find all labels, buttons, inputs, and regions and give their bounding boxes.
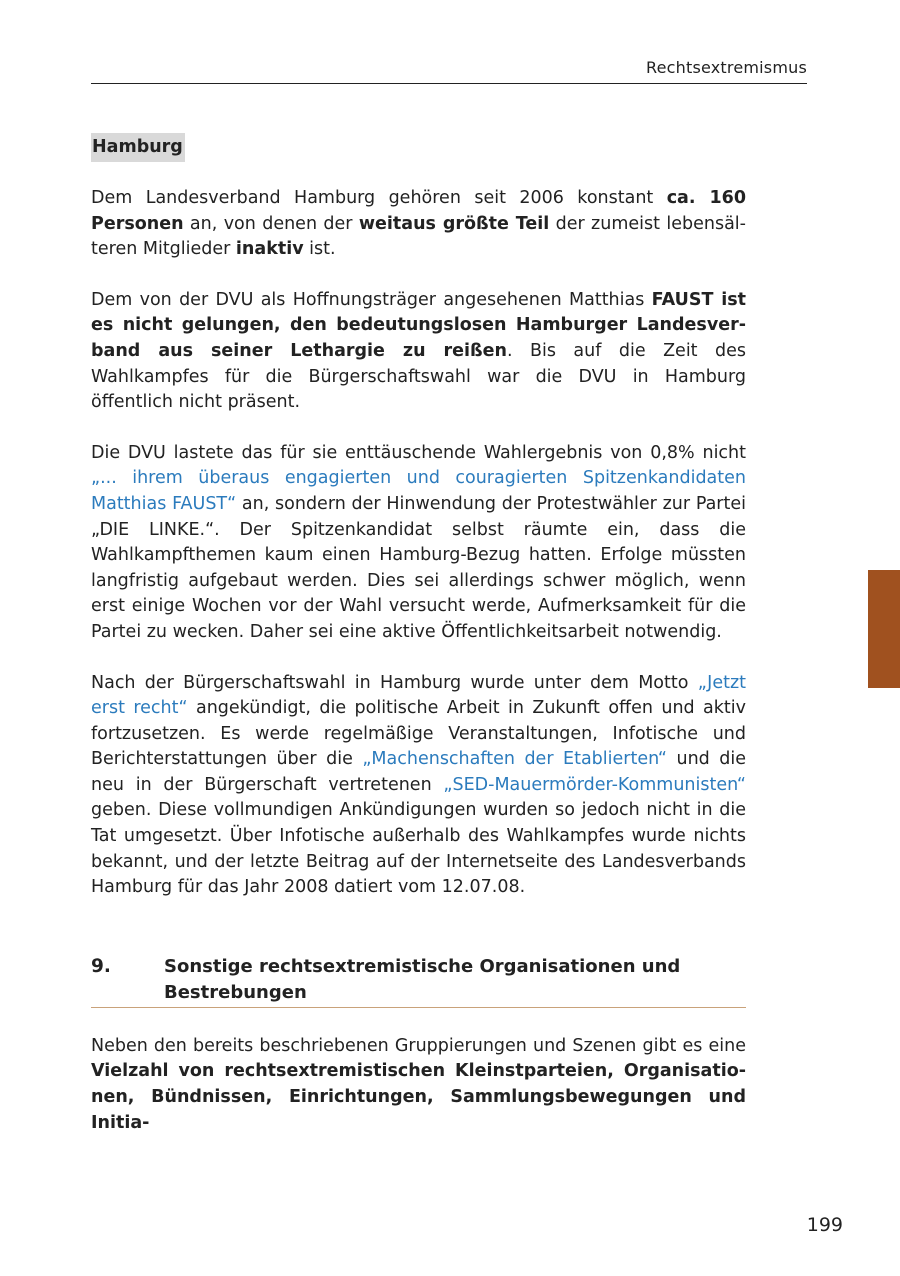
chapter-number: 9. xyxy=(91,955,111,977)
paragraph-4: Nach der Bürgerschaftswahl in Hamburg wurde unter dem Motto „Jetzt erst recht“ angekündigt, die politische Arbeit in Zukunft offen und aktiv fortzusetzen. Es werde regelmäßige Veranstaltungen, Infotische und Berichterstattungen über die „Machenschaften der Etablierten“ und die neu in der Bürgerschaft vertretenen „SED-Mauermörder-Kommunisten“ geben. Diese vollmundigen Ankündigungen wurden so jedoch nicht in die Tat umgesetzt. Über Infotische außerhalb des Wahlkampfes wurde nichts bekannt, und der letzte Beitrag auf der Internetseite des Landesverbands Hamburg für das Jahr 2008 datiert vom 12.07.08. xyxy=(91,672,747,898)
chapter-heading xyxy=(91,954,746,1008)
bold-member-count: ca. 160 Personen xyxy=(91,188,746,234)
page-body xyxy=(91,133,746,1136)
running-header-title: Rechtsextremismus xyxy=(646,58,807,77)
page-number: 199 xyxy=(806,1214,843,1236)
quote-sed: „SED-Mauermörder-Kommunisten“ xyxy=(443,774,746,795)
bold-inactive: inaktiv xyxy=(235,239,304,260)
paragraph-3: Die DVU lastete das für sie enttäuschende Wahlergebnis von 0,8% nicht „... ihrem überaus engagierten und couragierten Spitzenkandidaten Matthias FAUST“ an, sondern der Hinwendung der Protestwähler zur Partei „DIE LINKE.“. Der Spitzenkandidat selbst räumte ein, dass die Wahlkampfthemen kaum einen Hamburg-Bezug hatten. Erfolge müssten langfristig aufgebaut werden. Dies sei allerdings schwer möglich, wenn erst einige Wochen vor der Wahl versucht werde, Aufmerksamkeit für die Partei zu wecken. Daher sei eine aktive Öffentlichkeitsarbeit notwendig. xyxy=(91,442,746,642)
paragraph-1: Dem Landesverband Hamburg gehören seit 2006 konstant ca. 160 Personen an, von denen der weitaus größte Teil der zumeist lebensälteren Mitglieder inaktiv ist. xyxy=(91,188,746,260)
quote-machenschaften: „Machenschaften der Etablierten“ xyxy=(362,749,667,770)
quote-spitzenkandidat: „... ihrem überaus engagierten und couragierten Spitzenkandidaten Matthias FAUST“ xyxy=(91,468,746,514)
quote-motto: „Jetzt erst recht“ xyxy=(91,672,746,719)
bold-organisations: Vielzahl von rechtsextremistischen Kleinstparteien, Organisationen, Bündnissen, Einrichtungen, Sammlungsbewegungen und Initia- xyxy=(91,1061,746,1133)
bold-faust-statement: FAUST ist es nicht gelungen, den bedeutungslosen Hamburger Landesverband aus seiner Lethargie zu reißen xyxy=(91,289,746,361)
chapter-title: Sonstige rechtsextremistische Organisationen und Bestrebungen xyxy=(164,955,681,1003)
bold-majority: weitaus größte Teil xyxy=(358,213,550,234)
section-heading-hamburg: Hamburg xyxy=(91,133,185,162)
paragraph-2: Dem von der DVU als Hoffnungsträger angesehenen Matthias FAUST ist es nicht gelungen, den bedeutungslosen Hamburger Landesverband aus seiner Lethargie zu reißen. Bis auf die Zeit des Wahlkampfes für die Bürgerschaftswahl war die DVU in Hamburg öffentlich nicht präsent. xyxy=(91,289,746,413)
header-rule xyxy=(91,83,807,84)
chapter-thumb-tab xyxy=(868,570,900,688)
paragraph-5: Neben den bereits beschriebenen Gruppierungen und Szenen gibt es eine Vielzahl von rechtsextremistischen Kleinstparteien, Organisationen, Bündnissen, Einrichtungen, Sammlungsbewegungen und Initia- xyxy=(91,1035,746,1133)
